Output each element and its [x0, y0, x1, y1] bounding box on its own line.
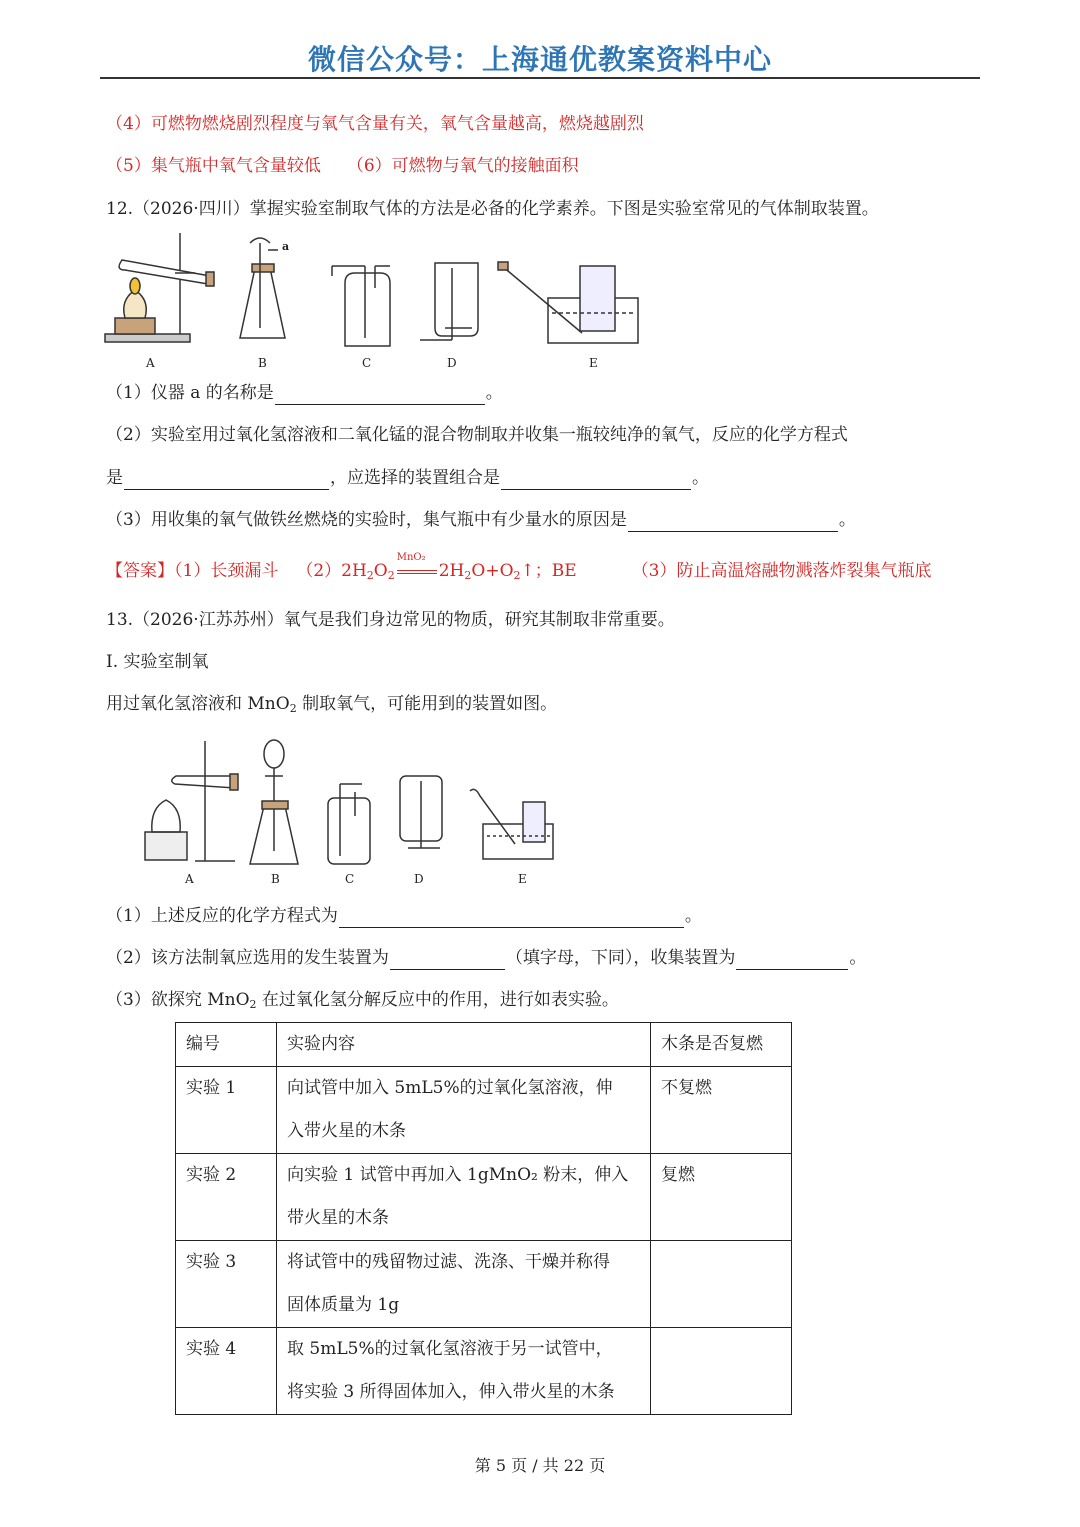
table-header: 实验内容 — [277, 1023, 651, 1067]
fig-label-c: C — [345, 872, 355, 886]
answer-line-4: （4）可燃物燃烧剧烈程度与氧气含量有关，氧气含量越高，燃烧越剧烈 — [106, 114, 644, 134]
content-line-2: 固体质量为 1g — [287, 1295, 400, 1315]
q13-p1-text: （1）上述反应的化学方程式为 — [106, 906, 338, 926]
q12-p1-blank[interactable] — [275, 386, 485, 405]
fig-label-d: D — [447, 356, 457, 370]
apparatus-a — [145, 741, 238, 861]
apparatus-d — [400, 776, 442, 848]
q12-part-2a: （2）实验室用过氧化氢溶液和二氧化锰的混合物制取并收集一瓶较纯净的氧气，反应的化学方程式 — [106, 425, 848, 445]
table-header: 编号 — [176, 1023, 277, 1067]
table-cell-id: 实验 2 — [176, 1154, 277, 1241]
table-cell-result: 复燃 — [651, 1154, 792, 1241]
apparatus-c — [328, 784, 370, 864]
q12-figure-labels — [100, 356, 645, 376]
answer-5: （5）集气瓶中氧气含量较低 — [106, 156, 321, 176]
apparatus-d — [420, 263, 478, 340]
q13-p3-b: 在过氧化氢分解反应中的作用，进行如表实验。 — [256, 990, 619, 1010]
q13-intro-sub: 2 — [289, 702, 297, 715]
catalyst-arrow — [395, 552, 439, 583]
apparatus-a — [105, 233, 214, 342]
q13-apparatus-figure — [140, 736, 560, 872]
fig-label-d: D — [414, 872, 424, 886]
content-line-2: 将实验 3 所得固体加入，伸入带火星的木条 — [287, 1382, 615, 1402]
table-row — [176, 1154, 792, 1241]
apparatus-e — [498, 262, 638, 343]
table-cell-content — [277, 1328, 651, 1415]
sub-2: 2 — [387, 569, 395, 582]
q12-part-2b — [106, 466, 709, 490]
q12-part-3 — [106, 508, 856, 532]
content-line-1: 向实验 1 试管中再加入 1gMnO₂ 粉末，伸入 — [287, 1165, 629, 1185]
page-footer: 第 5 页 / 共 22 页 — [474, 1456, 606, 1475]
q12-p3-end: 。 — [838, 510, 856, 530]
answer-2-o: O — [373, 561, 388, 581]
q12-apparatus-figure — [100, 228, 645, 376]
apparatus-c — [332, 266, 390, 346]
q13-p1-end: 。 — [684, 906, 702, 926]
table-header: 木条是否复燃 — [651, 1023, 792, 1067]
table-row — [176, 1241, 792, 1328]
table-row — [176, 1067, 792, 1154]
q13-p1-blank[interactable] — [339, 909, 684, 928]
q13-part-3 — [106, 988, 619, 1017]
q12-part-1 — [106, 381, 503, 405]
q13-p2-b: （填字母，下同），收集装置为 — [505, 948, 736, 968]
table-cell-id: 实验 4 — [176, 1328, 277, 1415]
table-cell-content — [277, 1241, 651, 1328]
q13-part-1 — [106, 904, 702, 928]
sub-1: 2 — [366, 569, 374, 582]
double-line — [397, 570, 437, 574]
q12-p2-blank-equation[interactable] — [124, 471, 329, 490]
table-cell-result: 不复燃 — [651, 1067, 792, 1154]
q13-p2-blank-collector[interactable] — [736, 951, 848, 970]
q13-p2-end: 。 — [849, 948, 867, 968]
instrument-a-mark: a — [282, 240, 290, 253]
q13-part-2 — [106, 946, 866, 970]
content-line-2: 入带火星的木条 — [287, 1121, 406, 1141]
fig-label-e: E — [518, 872, 527, 886]
apparatus-b — [250, 740, 298, 864]
q12-p2-blank-combo[interactable] — [501, 471, 691, 490]
q13-p2-blank-generator[interactable] — [390, 951, 505, 970]
answer-1: （1）长颈漏斗 — [174, 561, 279, 581]
header-divider — [100, 77, 980, 79]
answer-3: （3）防止高温熔融物溅落炸裂集气瓶底 — [631, 561, 932, 581]
fig-label-a: A — [185, 872, 194, 886]
q12-p3-text: （3）用收集的氧气做铁丝燃烧的实验时，集气瓶中有少量水的原因是 — [106, 510, 627, 530]
answer-2-tail: ↑；BE — [520, 561, 577, 581]
fig-label-b: B — [258, 356, 267, 370]
sub-3: 2 — [464, 569, 472, 582]
q13-p3-sub: 2 — [249, 998, 257, 1011]
table-cell-id: 实验 1 — [176, 1067, 277, 1154]
content-line-1: 取 5mL5%的过氧化氢溶液于另一试管中， — [287, 1339, 613, 1359]
apparatus-e — [470, 789, 553, 859]
page-header-title: 微信公众号：上海通优教案资料中心 — [307, 43, 772, 76]
table-cell-result — [651, 1328, 792, 1415]
fig-label-a: A — [146, 356, 155, 370]
fig-label-b: B — [271, 872, 280, 886]
content-line-2: 带火星的木条 — [287, 1208, 389, 1228]
q13-section-title: I. 实验室制氧 — [106, 652, 209, 672]
table-cell-result — [651, 1241, 792, 1328]
q13-p3-a: （3）欲探究 MnO — [106, 990, 250, 1010]
answer-2-prod1: 2H — [438, 561, 465, 581]
answer-2-prefix: （2）2H — [296, 561, 367, 581]
answer-2-prod2: O+O — [471, 561, 514, 581]
catalyst-label: MnO₂ — [396, 552, 426, 563]
question-13-stem: 13.（2026·江苏苏州）氧气是我们身边常见的物质，研究其制取非常重要。 — [106, 610, 675, 630]
q12-p3-blank[interactable] — [628, 513, 838, 532]
q13-intro-a: 用过氧化氢溶液和 MnO — [106, 694, 290, 714]
table-header-row — [176, 1023, 792, 1067]
content-line-1: 向试管中加入 5mL5%的过氧化氢溶液，伸 — [287, 1078, 613, 1098]
fig-label-e: E — [589, 356, 598, 370]
q13-intro — [106, 692, 557, 721]
question-12-stem: 12.（2026·四川）掌握实验室制取气体的方法是必备的化学素养。下图是实验室常见的气体制取装置。 — [106, 199, 879, 219]
q13-intro-b: 制取氧气，可能用到的装置如图。 — [296, 694, 558, 714]
q12-p1-text: （1）仪器 a 的名称是 — [106, 383, 274, 403]
table-cell-content — [277, 1154, 651, 1241]
table-row — [176, 1328, 792, 1415]
q12-p2-lead: 是 — [106, 468, 123, 488]
fig-label-c: C — [362, 356, 372, 370]
q13-p2-a: （2）该方法制氧应选用的发生装置为 — [106, 948, 389, 968]
sub-4: 2 — [513, 569, 521, 582]
q13-figure-labels — [140, 872, 560, 890]
answer-tag: 【答案】 — [106, 561, 174, 581]
q12-p2-mid: ，应选择的装置组合是 — [330, 468, 500, 488]
answer-6: （6）可燃物与氧气的接触面积 — [346, 156, 579, 176]
experiment-table — [175, 1022, 792, 1415]
q12-p2-end: 。 — [692, 468, 709, 488]
answer-line-5-6 — [106, 154, 579, 178]
content-line-1: 将试管中的残留物过滤、洗涤、干燥并称得 — [287, 1252, 610, 1272]
table-cell-id: 实验 3 — [176, 1241, 277, 1328]
q12-p1-end: 。 — [485, 383, 503, 403]
q12-answer — [106, 552, 932, 588]
apparatus-b — [240, 238, 285, 338]
table-cell-content — [277, 1067, 651, 1154]
